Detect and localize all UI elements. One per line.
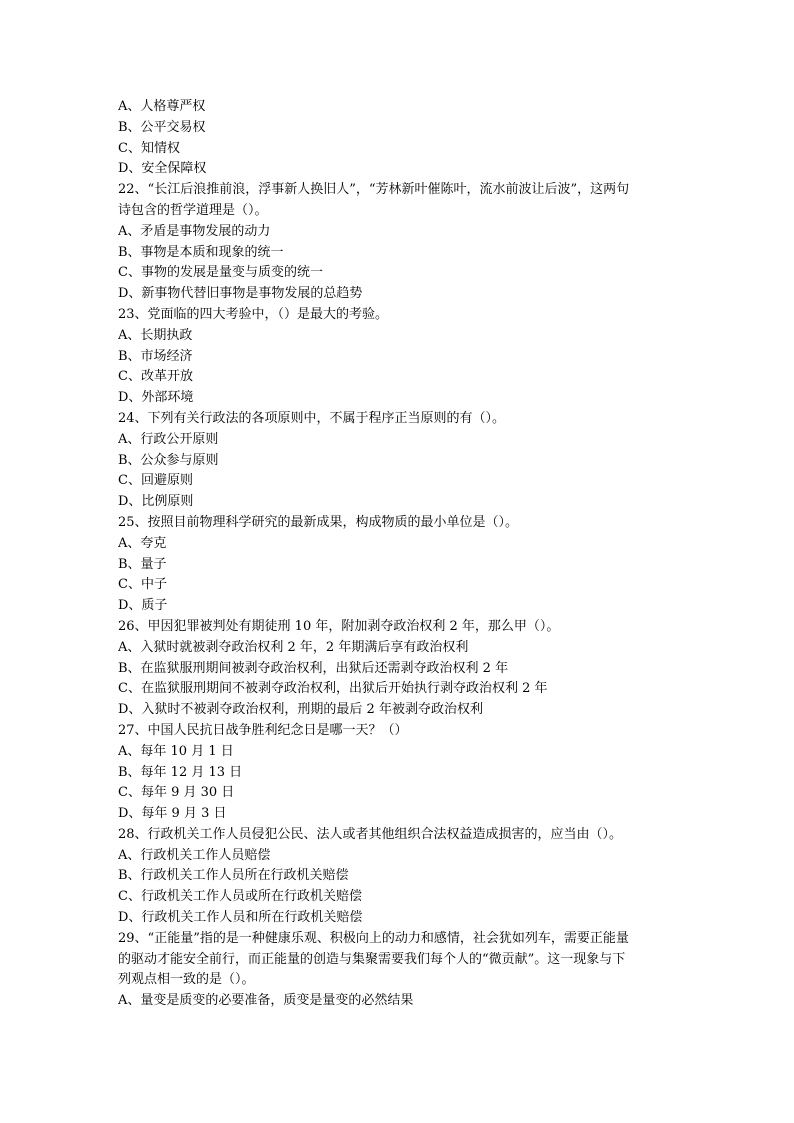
option-line: D、入狱时不被剥夺政治权利，刑期的最后 2 年被剥夺政治权利 — [118, 702, 483, 718]
option-line: A、行政公开原则 — [118, 431, 219, 447]
option-line: A、入狱时就被剥夺政治权利 2 年，2 年期满后享有政治权利 — [118, 639, 469, 655]
option-line: A、夸克 — [118, 535, 167, 551]
option-line: B、行政机关工作人员所在行政机关赔偿 — [118, 868, 349, 884]
option-line: B、在监狱服刑期间被剥夺政治权利，出狱后还需剥夺政治权利 2 年 — [118, 660, 509, 676]
option-line: C、改革开放 — [118, 369, 193, 385]
option-line: D、每年 9 月 3 日 — [118, 806, 227, 822]
option-line: C、知情权 — [118, 140, 180, 156]
question-line-cont: 诗包含的哲学道理是（）。 — [118, 202, 268, 218]
option-line: D、新事物代替旧事物是事物发展的总趋势 — [118, 286, 363, 302]
question-line: 26、甲因犯罪被判处有期徒刑 10 年，附加剥夺政治权利 2 年，那么甲（）。 — [118, 618, 560, 634]
option-line: B、量子 — [118, 556, 167, 572]
question-line: 27、中国人民抗日战争胜利纪念日是哪一天？（） — [118, 722, 408, 738]
option-line: D、外部环境 — [118, 390, 194, 406]
question-line: 24、下列有关行政法的各项原则中，不属于程序正当原则的有（）。 — [118, 410, 506, 426]
question-line: 23、党面临的四大考验中，（）是最大的考验。 — [118, 306, 389, 322]
option-line: B、事物是本质和现象的统一 — [118, 244, 284, 260]
option-line: B、公众参与原则 — [118, 452, 219, 468]
option-line: A、人格尊严权 — [118, 99, 206, 114]
option-line: A、每年 10 月 1 日 — [118, 743, 234, 759]
option-line: A、量变是质变的必要准备，质变是量变的必然结果 — [118, 993, 414, 1009]
option-line: D、安全保障权 — [118, 161, 207, 177]
question-line: 22、“长江后浪推前浪，浮事新人换旧人”，“芳林新叶催陈叶，流水前波让后波”，这两句 — [118, 182, 630, 198]
option-line: A、行政机关工作人员赔偿 — [118, 847, 271, 863]
document-page — [118, 97, 678, 1012]
option-line: D、比例原则 — [118, 494, 194, 510]
option-line: A、矛盾是事物发展的动力 — [118, 223, 271, 239]
option-line: B、公平交易权 — [118, 119, 206, 135]
option-line: C、每年 9 月 30 日 — [118, 785, 235, 801]
option-line: C、在监狱服刑期间不被剥夺政治权利，出狱后开始执行剥夺政治权利 2 年 — [118, 681, 548, 697]
option-line: C、中子 — [118, 577, 167, 593]
option-line: B、市场经济 — [118, 348, 193, 364]
question-line-cont: 列观点相一致的是（）。 — [118, 972, 255, 988]
option-line: C、行政机关工作人员或所在行政机关赔偿 — [118, 889, 362, 905]
option-line: D、行政机关工作人员和所在行政机关赔偿 — [118, 910, 363, 926]
option-line: D、质子 — [118, 598, 168, 614]
question-line: 28、行政机关工作人员侵犯公民、法人或者其他组织合法权益造成损害的，应当由（）。 — [118, 826, 623, 842]
question-line: 29、“正能量”指的是一种健康乐观、积极向上的动力和感情，社会犹如列车，需要正能量 — [118, 930, 629, 946]
option-line: B、每年 12 月 13 日 — [118, 764, 243, 780]
question-line-cont: 的驱动才能安全前行，而正能量的创造与集聚需要我们每个人的“微贡献”。这一现象与下 — [118, 951, 626, 967]
option-line: A、长期执政 — [118, 327, 193, 343]
option-line: C、事物的发展是量变与质变的统一 — [118, 265, 323, 281]
option-line: C、回避原则 — [118, 473, 193, 489]
question-line: 25、按照目前物理科学研究的最新成果，构成物质的最小单位是（）。 — [118, 514, 519, 530]
